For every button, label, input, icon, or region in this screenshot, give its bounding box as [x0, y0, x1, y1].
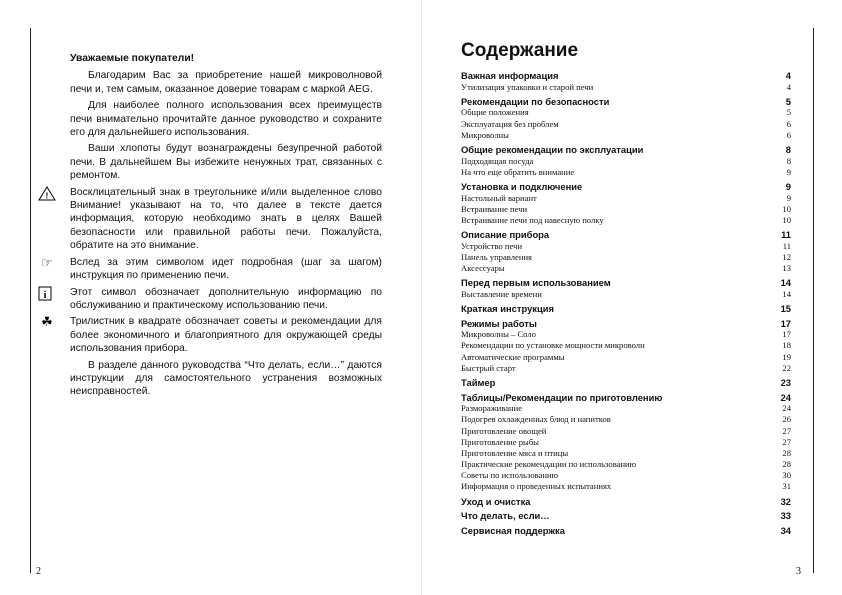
toc-subsection-page: 9 [786, 166, 791, 177]
toc-title: Содержание [461, 40, 579, 61]
toc-subsection-entry[interactable] [461, 426, 791, 437]
toc-section-title: Общие рекомендации по эксплуатации [461, 143, 644, 155]
info-symbol-row [43, 286, 382, 313]
toc-section-page: 9 [785, 180, 791, 192]
right-page-border [813, 28, 814, 573]
toc-subsection-title: Быстрый старт [461, 362, 516, 373]
toc-subsection-title: Размораживание [461, 403, 523, 414]
info-icon [38, 286, 56, 300]
toc-subsection-title: Микроволны [461, 129, 509, 140]
toc-subsection-title: Микроволны – Соло [461, 329, 536, 340]
toc-subsection-title: Приготовление овощей [461, 425, 547, 436]
clover-symbol-row [41, 314, 382, 355]
toc-subsection-entry[interactable] [461, 329, 791, 340]
toc-subsection-title: Настольный вариант [461, 192, 537, 203]
table-of-contents [461, 40, 791, 536]
toc-subsection-entry[interactable] [461, 82, 791, 93]
right-page-number: 3 [796, 566, 801, 577]
toc-subsection-page: 22 [782, 362, 791, 373]
toc-subsection-entry[interactable] [461, 167, 791, 178]
toc-subsection-page: 18 [782, 340, 791, 351]
toc-section-title: Перед первым использованием [461, 277, 611, 289]
toc-subsection-entry[interactable] [461, 481, 791, 492]
toc-section-entry[interactable] [461, 70, 791, 82]
toc-section-entry[interactable] [461, 303, 791, 315]
toc-section-page: 34 [780, 524, 791, 536]
toc-subsection-title: Встраивание печи под навесную полку [461, 214, 604, 225]
troubleshooting-paragraph: В разделе данного руководства “Что делать, если…” даются инструкции для самостоятельного устранения возможных неисправностей. [70, 359, 382, 398]
toc-section-title: Режимы работы [461, 317, 537, 329]
toc-subsection-entry[interactable] [461, 448, 791, 459]
toc-subsection-title: Панель управления [461, 251, 532, 262]
toc-subsection-title: Аксессуары [461, 263, 505, 274]
warning-triangle-icon [38, 186, 56, 200]
toc-section-page: 23 [780, 376, 791, 388]
toc-subsection-entry[interactable] [461, 204, 791, 215]
toc-subsection-entry[interactable] [461, 459, 791, 470]
toc-subsection-entry[interactable] [461, 241, 791, 252]
toc-section-title: Сервисная поддержка [461, 524, 565, 536]
toc-section-entry[interactable] [461, 229, 791, 241]
toc-section-title: Что делать, если… [461, 510, 550, 522]
toc-subsection-page: 6 [786, 118, 791, 129]
intro-paragraph-3: Ваши хлопоты будут вознаграждены безупречной работой печи. В дальнейшем Вы избежите ненужных трат, связанных с ремонтом. [70, 143, 382, 182]
toc-section-page: 15 [780, 303, 791, 314]
toc-subsection-page: 11 [782, 240, 791, 251]
toc-section-entry[interactable] [461, 181, 791, 193]
toc-subsection-page: 31 [782, 481, 791, 492]
toc-subsection-title: Утилизация упаковки и старой печи [461, 81, 594, 92]
toc-subsection-title: Подходящая посуда [461, 155, 534, 166]
toc-subsection-page: 27 [782, 425, 791, 436]
toc-subsection-page: 27 [782, 436, 791, 447]
toc-subsection-title: Общие положения [461, 107, 529, 118]
toc-subsection-page: 24 [782, 403, 791, 414]
toc-subsection-title: Автоматические программы [461, 351, 565, 362]
toc-section-page: 14 [780, 277, 791, 289]
toc-section-title: Важная информация [461, 70, 559, 81]
toc-section-entry[interactable] [461, 318, 791, 330]
toc-subsection-page: 17 [782, 329, 791, 340]
toc-section-title: Уход и очистка [461, 495, 531, 507]
toc-subsection-entry[interactable] [461, 340, 791, 351]
toc-section-page: 8 [785, 143, 791, 155]
toc-subsection-page: 6 [786, 129, 791, 140]
toc-subsection-entry[interactable] [461, 130, 791, 141]
toc-subsection-title: Приготовление мяса и птицы [461, 447, 569, 458]
toc-section-page: 32 [780, 495, 791, 507]
toc-subsection-page: 5 [786, 107, 791, 118]
toc-subsection-title: На что еще обратить внимание [461, 166, 575, 177]
toc-section-page: 33 [780, 510, 791, 522]
toc-section-page: 5 [785, 95, 791, 107]
svg-text:!: ! [45, 191, 49, 201]
clover-icon: ☘ [41, 314, 53, 330]
toc-section-title: Таблицы/Рекомендации по приготовлению [461, 391, 663, 403]
toc-subsection-title: Практические рекомендации по использованию [461, 459, 637, 470]
hand-symbol-row [41, 254, 382, 283]
page-divider [421, 0, 422, 595]
toc-section-page: 4 [785, 70, 791, 81]
toc-subsection-entry[interactable] [461, 193, 791, 204]
toc-subsection-page: 8 [786, 155, 791, 166]
toc-subsection-page: 14 [782, 288, 791, 299]
toc-subsection-entry[interactable] [461, 119, 791, 130]
toc-section-entry[interactable] [461, 510, 791, 522]
intro-paragraph-1: Благодарим Вас за приобретение нашей микроволновой печи и, тем самым, оказанное доверие товарам с маркой AEG. [70, 70, 382, 95]
toc-subsection-page: 26 [782, 414, 791, 425]
info-symbol-text: Этот символ обозначает дополнительную информацию по обслуживанию и практическому использованию печи. [70, 286, 382, 311]
toc-section-entry[interactable] [461, 525, 791, 537]
toc-section-title: Рекомендации по безопасности [461, 95, 610, 107]
toc-subsection-page: 30 [782, 470, 791, 481]
toc-section-entry[interactable] [461, 144, 791, 156]
toc-subsection-title: Приготовление рыбы [461, 436, 539, 447]
toc-subsection-entry[interactable] [461, 252, 791, 263]
toc-subsection-entry[interactable] [461, 289, 791, 300]
pointing-hand-icon: ☞ [41, 254, 53, 270]
toc-subsection-entry[interactable] [461, 437, 791, 448]
toc-section-title: Описание прибора [461, 229, 550, 241]
toc-subsection-title: Информация о проведенных испытаниях [461, 481, 612, 492]
toc-section-entry[interactable] [461, 96, 791, 108]
toc-subsection-title: Выставление времени [461, 288, 542, 299]
toc-section-entry[interactable] [461, 392, 791, 404]
warning-symbol-row [45, 186, 382, 253]
toc-subsection-title: Советы по использованию [461, 470, 558, 481]
toc-subsection-page: 28 [782, 459, 791, 470]
warning-symbol-text: Восклицательный знак в треугольнике и/или выделенное слово Внимание! указывают на то, что далее в тексте дается информация, которую необходимо знать в целях Вашей безопасности или правильной работы печи. Пожалуйста, обратите на это внимание. [70, 186, 382, 252]
clover-symbol-text: Трилистник в квадрате обозначает советы и рекомендации для более экономичного и благоприятного для окружающей среды использования прибора. [70, 316, 382, 355]
toc-section-entry[interactable] [461, 377, 791, 389]
toc-subsection-entry[interactable] [461, 263, 791, 274]
toc-subsection-page: 13 [782, 263, 791, 274]
toc-section-page: 11 [781, 229, 791, 241]
toc-subsection-entry[interactable] [461, 470, 791, 481]
toc-subsection-page: 9 [786, 192, 791, 203]
toc-subsection-entry[interactable] [461, 107, 791, 118]
left-page [41, 52, 382, 402]
toc-subsection-page: 12 [782, 251, 791, 262]
left-page-border [30, 28, 31, 573]
intro-paragraph-2: Для наиболее полного использования всех преимуществ печи внимательно прочитайте данное руководство и сохраните его для дальнейшего использования. [70, 100, 382, 139]
toc-list [461, 70, 791, 536]
toc-subsection-page: 4 [786, 81, 791, 92]
toc-section-title: Таймер [461, 376, 496, 388]
toc-subsection-page: 10 [782, 203, 791, 214]
toc-subsection-entry[interactable] [461, 352, 791, 363]
toc-section-page: 24 [780, 391, 791, 403]
toc-subsection-entry[interactable] [461, 414, 791, 425]
toc-section-title: Установка и подключение [461, 180, 583, 192]
left-page-number: 2 [36, 566, 41, 577]
toc-subsection-title: Устройство печи [461, 240, 523, 251]
toc-section-title: Краткая инструкция [461, 303, 554, 314]
toc-subsection-entry[interactable] [461, 156, 791, 167]
toc-subsection-title: Подогрев охлажденных блюд и напитков [461, 414, 611, 425]
hand-symbol-text: Вслед за этим символом идет подробная (шаг за шагом) инструкция по применению печи. [70, 256, 382, 282]
toc-section-page: 17 [780, 317, 791, 329]
toc-subsection-entry[interactable] [461, 403, 791, 414]
greeting-heading: Уважаемые покупатели! [70, 53, 195, 64]
toc-section-entry[interactable] [461, 496, 791, 508]
toc-section-entry[interactable] [461, 277, 791, 289]
toc-subsection-title: Рекомендации по установке мощности микроволн [461, 340, 645, 351]
toc-subsection-entry[interactable] [461, 363, 791, 374]
toc-subsection-page: 19 [782, 351, 791, 362]
svg-text:i: i [43, 289, 47, 301]
toc-subsection-page: 10 [782, 214, 791, 225]
toc-subsection-entry[interactable] [461, 215, 791, 226]
toc-subsection-page: 28 [782, 447, 791, 458]
toc-subsection-title: Встраивание печи [461, 203, 528, 214]
toc-subsection-title: Эксплуатация без проблем [461, 118, 559, 129]
